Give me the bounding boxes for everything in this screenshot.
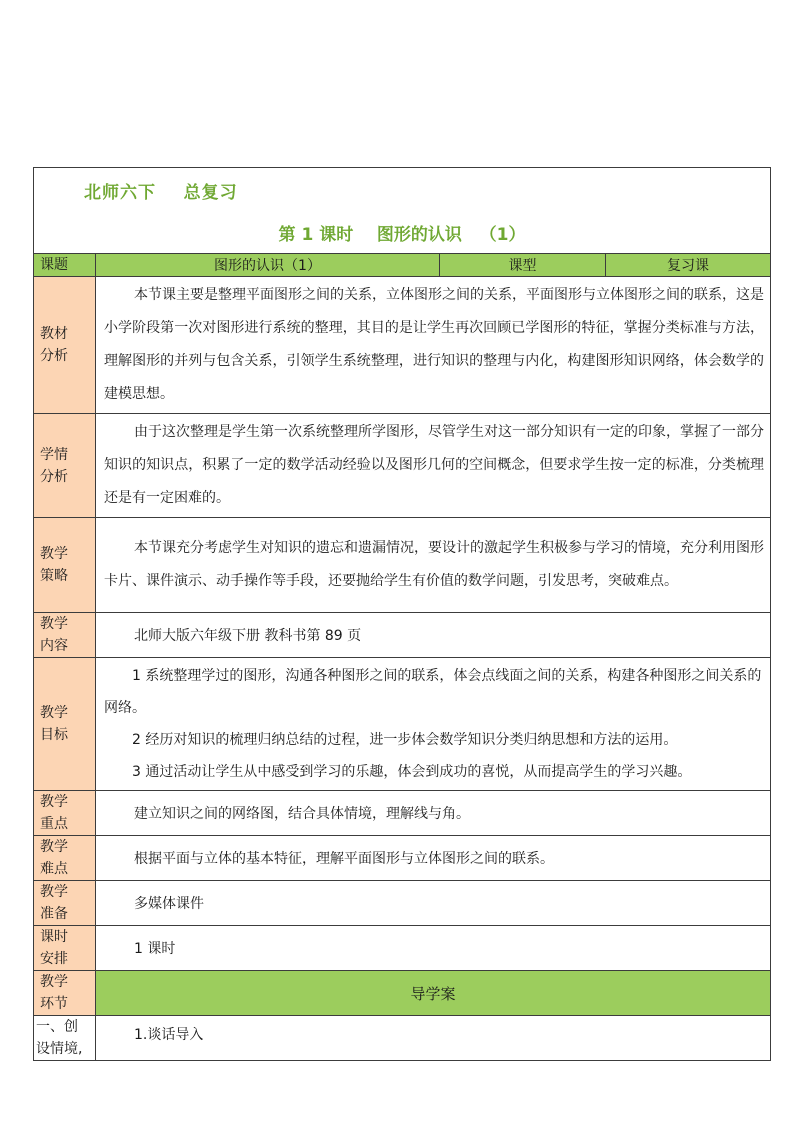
lesson-plan-table bbox=[33, 167, 771, 1061]
content-label: 教学 内容 bbox=[34, 613, 96, 658]
lesson-title: 第 1 课时 图形的认识 （1） bbox=[278, 225, 526, 245]
type-label: 课型 bbox=[440, 254, 606, 277]
difficulty-row bbox=[34, 836, 771, 881]
header-row bbox=[34, 168, 771, 254]
strategy-text: 本节课充分考虑学生对知识的遗忘和遗漏情况，要设计的激起学生积极参与学习的情境，充分利用图形卡片、课件演示、动手操作等手段，还要抛给学生有价值的数学问题，引发思考，突破难点。 bbox=[96, 518, 771, 613]
preparation-row bbox=[34, 881, 771, 926]
step1-text: 1.谈话导入 bbox=[96, 1016, 771, 1061]
goal-item: 3 通过活动让学生从中感受到学习的乐趣，体会到成功的喜悦，从而提高学生的学习兴趣。 bbox=[132, 764, 692, 780]
material-row bbox=[34, 277, 771, 414]
strategy-label: 教学 策略 bbox=[34, 518, 96, 613]
topic-value: 图形的认识（1） bbox=[96, 254, 440, 277]
topic-label: 课题 bbox=[34, 254, 96, 277]
goal-item: 1 系统整理学过的图形，沟通各种图形之间的联系，体会点线面之间的关系，构建各种图形之间关系的网络。 bbox=[104, 668, 762, 716]
goals-text bbox=[96, 658, 771, 791]
hours-text: 1 课时 bbox=[96, 926, 771, 971]
lesson-plan-sheet bbox=[33, 167, 770, 1061]
type-value: 复习课 bbox=[606, 254, 771, 277]
info-row bbox=[34, 254, 771, 277]
students-row bbox=[34, 414, 771, 518]
key-text: 建立知识之间的网络图，结合具体情境，理解线与角。 bbox=[96, 791, 771, 836]
strategy-row bbox=[34, 518, 771, 613]
header-cell bbox=[34, 168, 771, 254]
step1-row bbox=[34, 1016, 771, 1061]
difficulty-text: 根据平面与立体的基本特征，理解平面图形与立体图形之间的联系。 bbox=[96, 836, 771, 881]
course-heading: 北师六下 总复习 bbox=[84, 183, 238, 203]
goals-label: 教学 目标 bbox=[34, 658, 96, 791]
preparation-text: 多媒体课件 bbox=[96, 881, 771, 926]
step1-label: 一、创 设情境, bbox=[34, 1016, 96, 1061]
goals-row bbox=[34, 658, 771, 791]
students-text: 由于这次整理是学生第一次系统整理所学图形，尽管学生对这一部分知识有一定的印象，掌握了一部分知识的知识点，积累了一定的数学活动经验以及图形几何的空间概念，但要求学生按一定的标准，分类梳理还是有一定困难的。 bbox=[96, 414, 771, 518]
stage-label: 教学 环节 bbox=[34, 971, 96, 1016]
material-label: 教材 分析 bbox=[34, 277, 96, 414]
stage-row bbox=[34, 971, 771, 1016]
students-label: 学情 分析 bbox=[34, 414, 96, 518]
key-row bbox=[34, 791, 771, 836]
content-row bbox=[34, 613, 771, 658]
difficulty-label: 教学 难点 bbox=[34, 836, 96, 881]
hours-label: 课时 安排 bbox=[34, 926, 96, 971]
stage-heading: 导学案 bbox=[96, 971, 771, 1016]
preparation-label: 教学 准备 bbox=[34, 881, 96, 926]
goal-item: 2 经历对知识的梳理归纳总结的过程，进一步体会数学知识分类归纳思想和方法的运用。 bbox=[132, 732, 678, 748]
key-label: 教学 重点 bbox=[34, 791, 96, 836]
material-text: 本节课主要是整理平面图形之间的关系，立体图形之间的关系，平面图形与立体图形之间的联系，这是小学阶段第一次对图形进行系统的整理，其目的是让学生再次回顾已学图形的特征，掌握分类标准与方法，理解图形的并列与包含关系，引领学生系统整理，进行知识的整理与内化，构建图形知识网络，体会数学的建模思想。 bbox=[96, 277, 771, 414]
hours-row bbox=[34, 926, 771, 971]
content-text: 北师大版六年级下册 教科书第 89 页 bbox=[96, 613, 771, 658]
